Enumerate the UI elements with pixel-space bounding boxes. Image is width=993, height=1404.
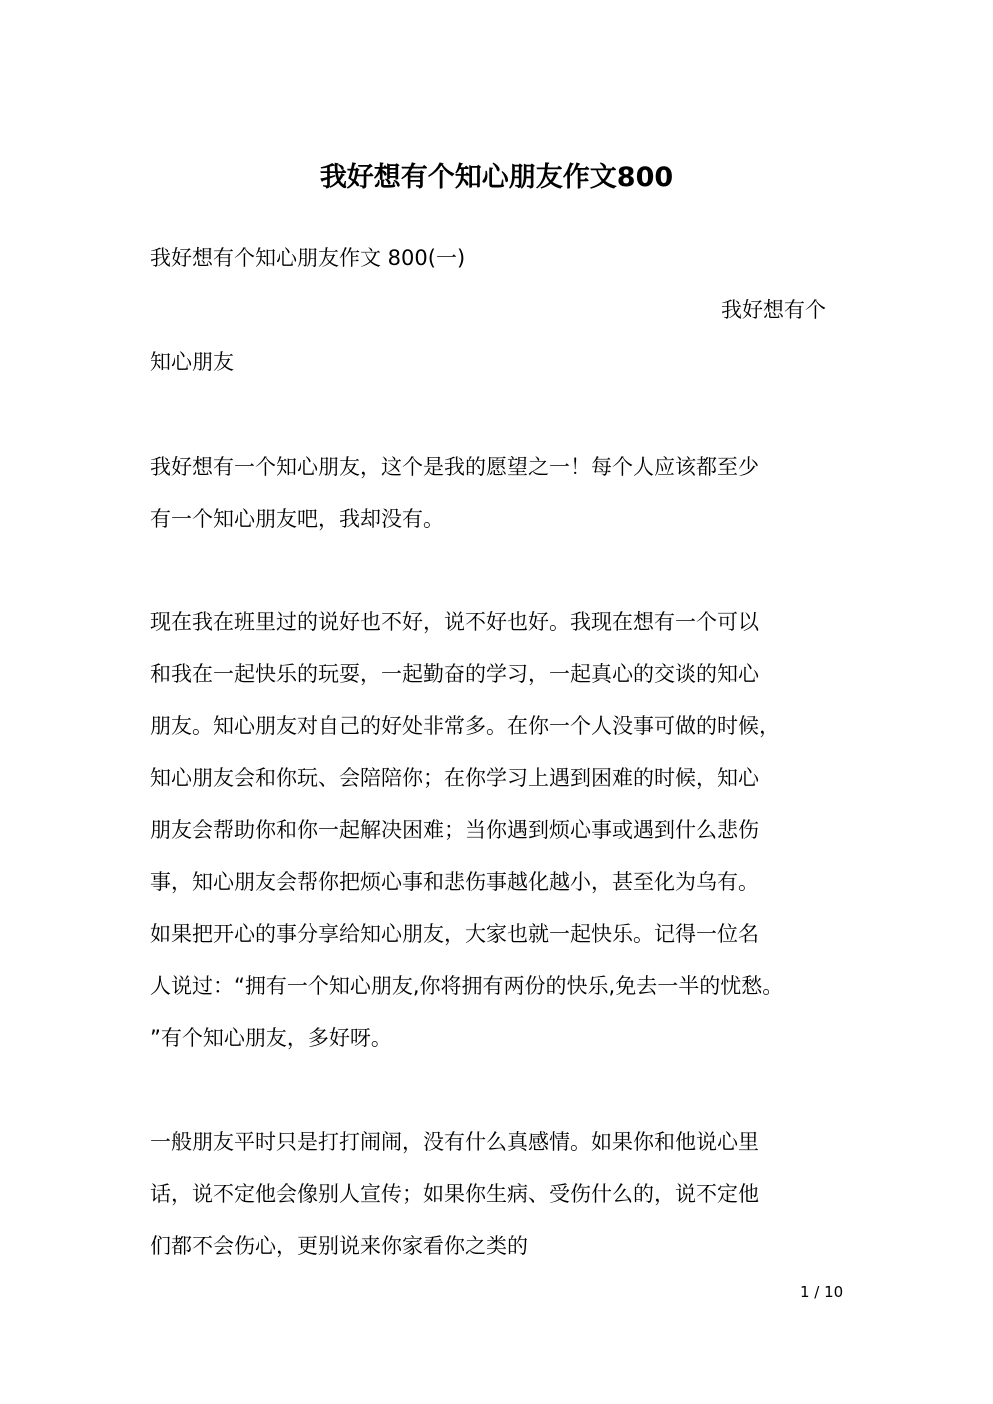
text-line: 如果把开心的事分享给知心朋友，大家也就一起快乐。记得一位名 [150, 922, 759, 946]
text-line: 我好想有一个知心朋友，这个是我的愿望之一！每个人应该都至少 [150, 455, 759, 479]
text-line: 朋友会帮助你和你一起解决困难；当你遇到烦心事或遇到什么悲伤 [150, 818, 759, 842]
text-line: 一般朋友平时只是打打闹闹，没有什么真感情。如果你和他说心里 [150, 1130, 759, 1154]
text-line: 知心朋友会和你玩、会陪陪你；在你学习上遇到困难的时候，知心 [150, 766, 759, 790]
document-title: 我好想有个知心朋友作文800 [319, 162, 674, 193]
subtitle: 我好想有个知心朋友作文 800(一) [150, 246, 466, 270]
heading-part-2: 知心朋友 [150, 350, 234, 374]
text-line: 朋友。知心朋友对自己的好处非常多。在你一个人没事可做的时候， [150, 714, 780, 738]
text-line: ”有个知心朋友，多好呀。 [150, 1026, 392, 1050]
text-line: 事，知心朋友会帮你把烦心事和悲伤事越化越小，甚至化为乌有。 [150, 870, 759, 894]
text-line: 们都不会伤心，更别说来你家看你之类的 [150, 1234, 528, 1258]
text-line: 人说过：“拥有一个知心朋友,你将拥有两份的快乐,免去一半的忧愁。 [150, 974, 784, 998]
text-line: 话，说不定他会像别人宣传；如果你生病、受伤什么的，说不定他 [150, 1182, 759, 1206]
text-line: 现在我在班里过的说好也不好，说不好也好。我现在想有一个可以 [150, 610, 759, 634]
text-line: 和我在一起快乐的玩耍，一起勤奋的学习，一起真心的交谈的知心 [150, 662, 759, 686]
text-line: 有一个知心朋友吧，我却没有。 [150, 507, 444, 531]
page-number: 1 / 10 [800, 1283, 844, 1301]
heading-part-1: 我好想有个 [721, 298, 826, 322]
